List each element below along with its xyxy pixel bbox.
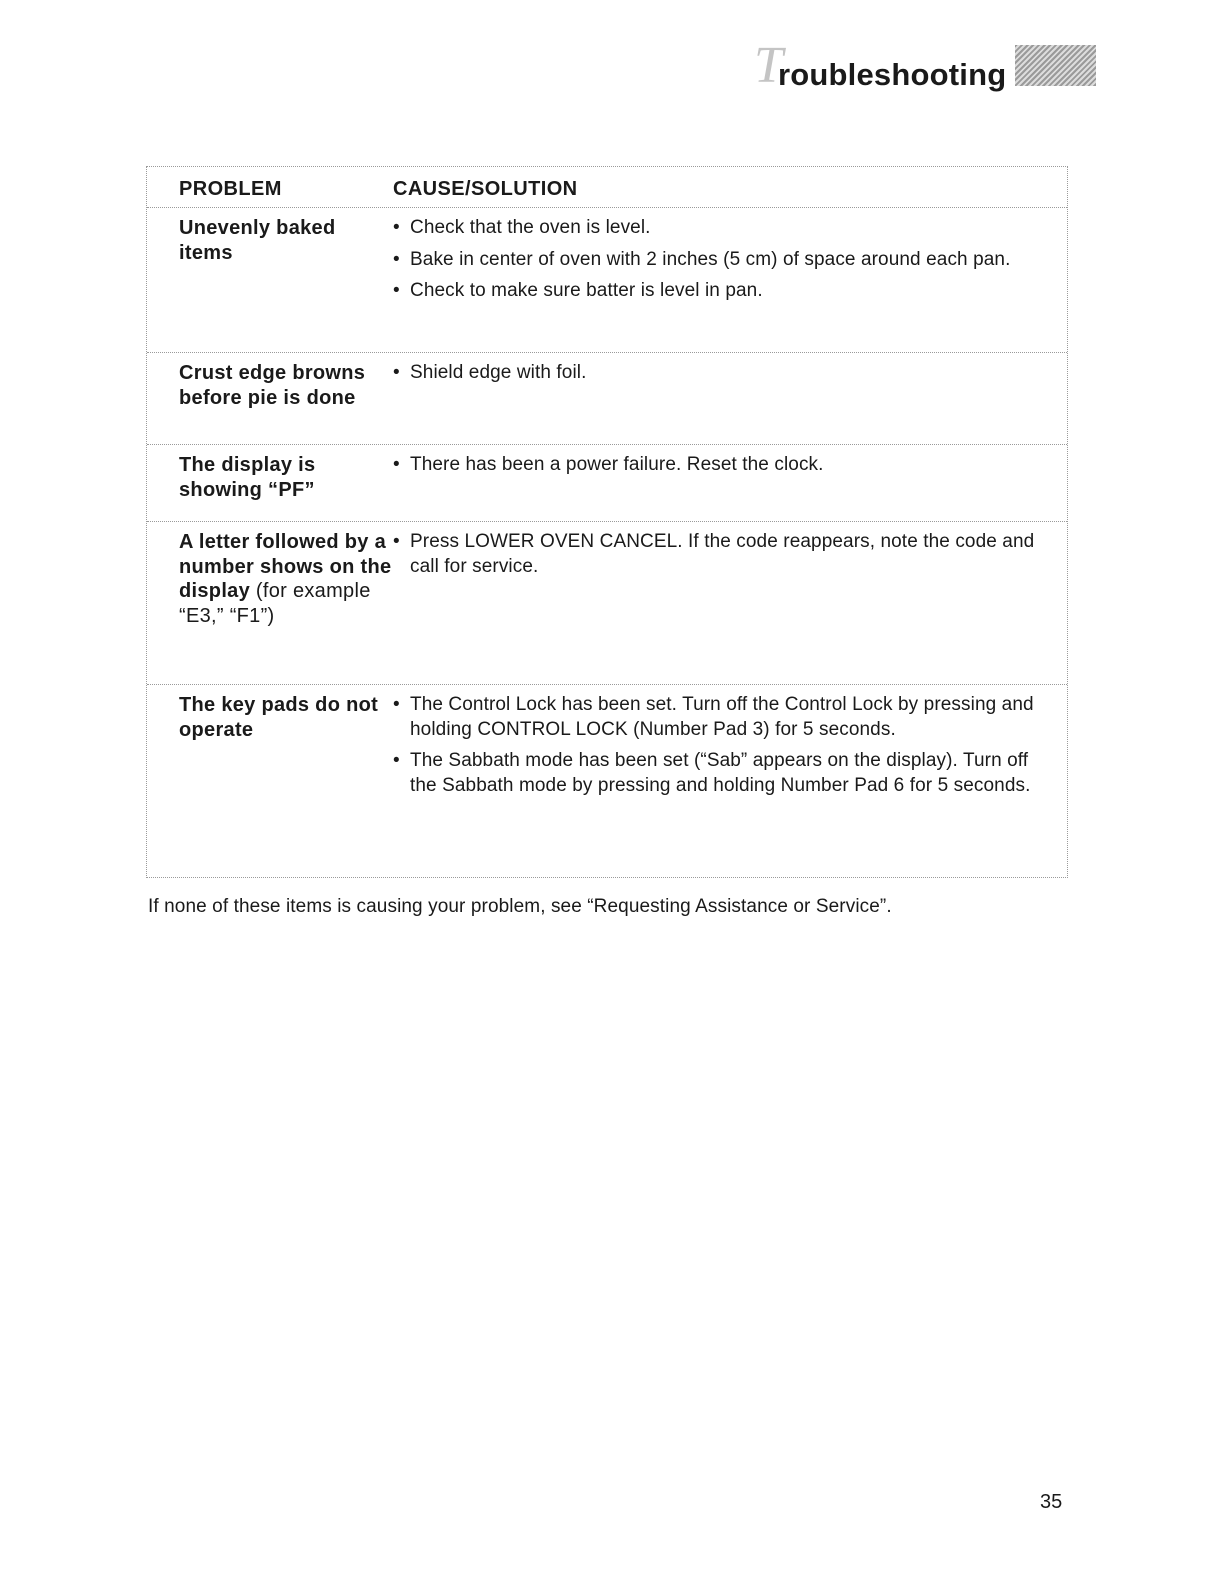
table-row: [147, 444, 1067, 521]
solution-list: [393, 216, 1047, 304]
page-header: [740, 37, 1100, 100]
solution-item: • Press LOWER OVEN CANCEL. If the code reappears, note the code and call for service.: [393, 530, 1047, 579]
title-initial: T: [754, 37, 783, 94]
solution-list: [393, 693, 1047, 798]
problem-text: The display is showing “PF”: [179, 454, 316, 501]
solution-item: • Check that the oven is level.: [393, 216, 1047, 241]
solution-list: [393, 361, 1047, 386]
problem-text: Unevenly baked items: [179, 217, 336, 264]
problem-example-text: (for example “E3,” “F1”): [179, 580, 371, 627]
solution-cell: [393, 216, 1067, 352]
table-row: [147, 352, 1067, 444]
solution-item: • Check to make sure batter is level in pan.: [393, 279, 1047, 304]
table-row: [147, 521, 1067, 684]
solution-item: • Shield edge with foil.: [393, 361, 1047, 386]
footnote: If none of these items is causing your problem, see “Requesting Assistance or Service”.: [148, 896, 892, 917]
problem-cell: [147, 361, 393, 444]
column-header-problem: PROBLEM: [179, 178, 282, 200]
solution-cell: [393, 361, 1067, 444]
solution-item: • Bake in center of oven with 2 inches (5 cm) of space around each pan.: [393, 248, 1047, 273]
solution-item: • The Control Lock has been set. Turn off the Control Lock by pressing and holding CONTROL LOCK (Number Pad 3) for 5 seconds.: [393, 693, 1047, 742]
page-title: roubleshooting: [778, 57, 1007, 92]
header-pattern-decoration: [1015, 45, 1096, 86]
table-header-row: [147, 167, 1067, 207]
solution-cell: [393, 453, 1067, 521]
solution-list: [393, 530, 1047, 579]
problem-text: Crust edge browns before pie is done: [179, 362, 366, 409]
table-row: [147, 207, 1067, 352]
problem-cell: [147, 530, 393, 684]
problem-text: The key pads do not operate: [179, 694, 379, 741]
solution-item: • There has been a power failure. Reset the clock.: [393, 453, 1047, 478]
solution-cell: [393, 693, 1067, 877]
column-header-solution: CAUSE/SOLUTION: [393, 178, 578, 200]
table-row: [147, 684, 1067, 877]
page-number: 35: [1040, 1491, 1063, 1513]
solution-item: • The Sabbath mode has been set (“Sab” appears on the display). Turn off the Sabbath mode by pressing and holding Number Pad 6 for 5 seconds.: [393, 749, 1047, 798]
problem-text: A letter followed by a number shows on the display: [179, 531, 392, 602]
solution-cell: [393, 530, 1067, 684]
problem-cell: [147, 693, 393, 877]
troubleshooting-table: [146, 166, 1068, 878]
problem-cell: [147, 216, 393, 352]
solution-list: [393, 453, 1047, 478]
problem-cell: [147, 453, 393, 521]
